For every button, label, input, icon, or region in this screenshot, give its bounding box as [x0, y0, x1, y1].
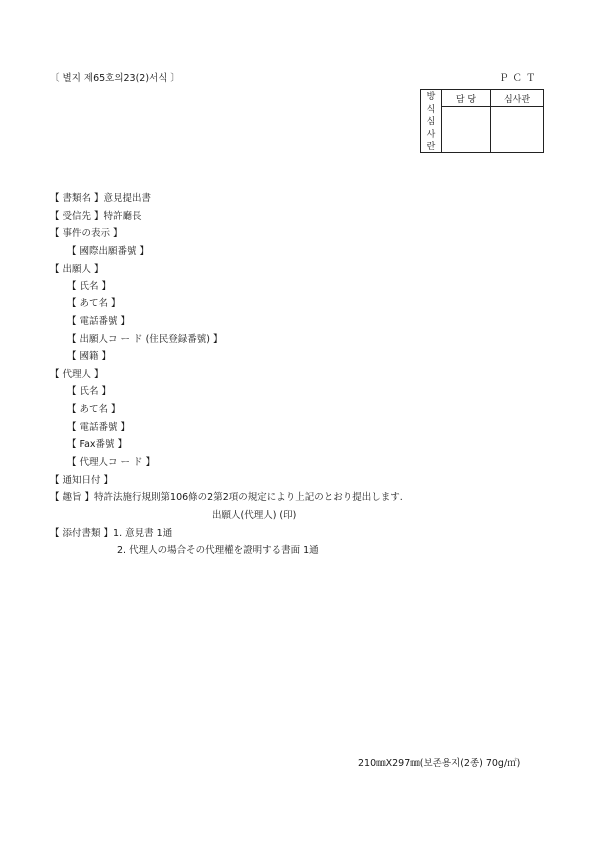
field-applicant-phone: 【 電話番號 】 — [67, 316, 131, 327]
attachment-item: 2. 代理人の場合その代理權を證明する書面 1通 — [117, 545, 319, 556]
field-intl-app-no: 【 國際出願番號 】 — [67, 246, 150, 257]
side-char: 식 — [426, 104, 436, 115]
signature-line: 出願人(代理人) (印) — [212, 510, 297, 521]
field-applicant-address: 【 あて名 】 — [67, 298, 121, 309]
pct-label: ＰＣＴ — [499, 73, 540, 84]
form-reference: 〔 별지 제65호의23(2)서식 〕 — [50, 73, 180, 84]
col-header-examiner: 심사관 — [503, 95, 531, 105]
field-applicant-code: 【 出願人コ ー ド (住民登録番號) 】 — [67, 334, 223, 345]
field-agent-code: 【 代理人コ ー ド 】 — [67, 457, 156, 468]
field-applicant: 【 出願人 】 — [50, 264, 104, 275]
field-recipient: 【 受信先 】特許廳長 — [50, 211, 142, 222]
field-doc-name: 【 書類名 】意見提出書 — [50, 193, 152, 204]
field-attachments: 【 添付書類 】1. 意見書 1通 — [50, 528, 173, 539]
field-agent-address: 【 あて名 】 — [67, 404, 121, 415]
field-case: 【 事件の表示 】 — [50, 228, 123, 239]
col-header-staff: 담 당 — [455, 95, 477, 105]
field-notice-date: 【 通知日付 】 — [50, 475, 114, 486]
side-char: 방 — [426, 92, 436, 102]
field-agent: 【 代理人 】 — [50, 369, 104, 380]
side-char: 심 — [426, 117, 436, 127]
field-nationality: 【 國籍 】 — [67, 351, 112, 362]
review-table — [420, 89, 544, 153]
side-char: 사 — [426, 129, 436, 140]
side-char: 란 — [426, 142, 436, 152]
review-side-label — [423, 91, 439, 153]
field-agent-name: 【 氏名 】 — [67, 386, 112, 397]
paper-spec-footer: 210㎜X297㎜(보존용지(2종) 70g/㎡) — [358, 758, 521, 769]
field-applicant-name: 【 氏名 】 — [67, 281, 112, 292]
field-agent-phone: 【 電話番號 】 — [67, 422, 131, 433]
field-purpose: 【 趣旨 】特許法施行規則第106條の2第2項の規定により上記のとおり提出します. — [50, 492, 403, 503]
field-agent-fax: 【 Fax番號 】 — [67, 439, 128, 450]
divider — [441, 106, 543, 107]
